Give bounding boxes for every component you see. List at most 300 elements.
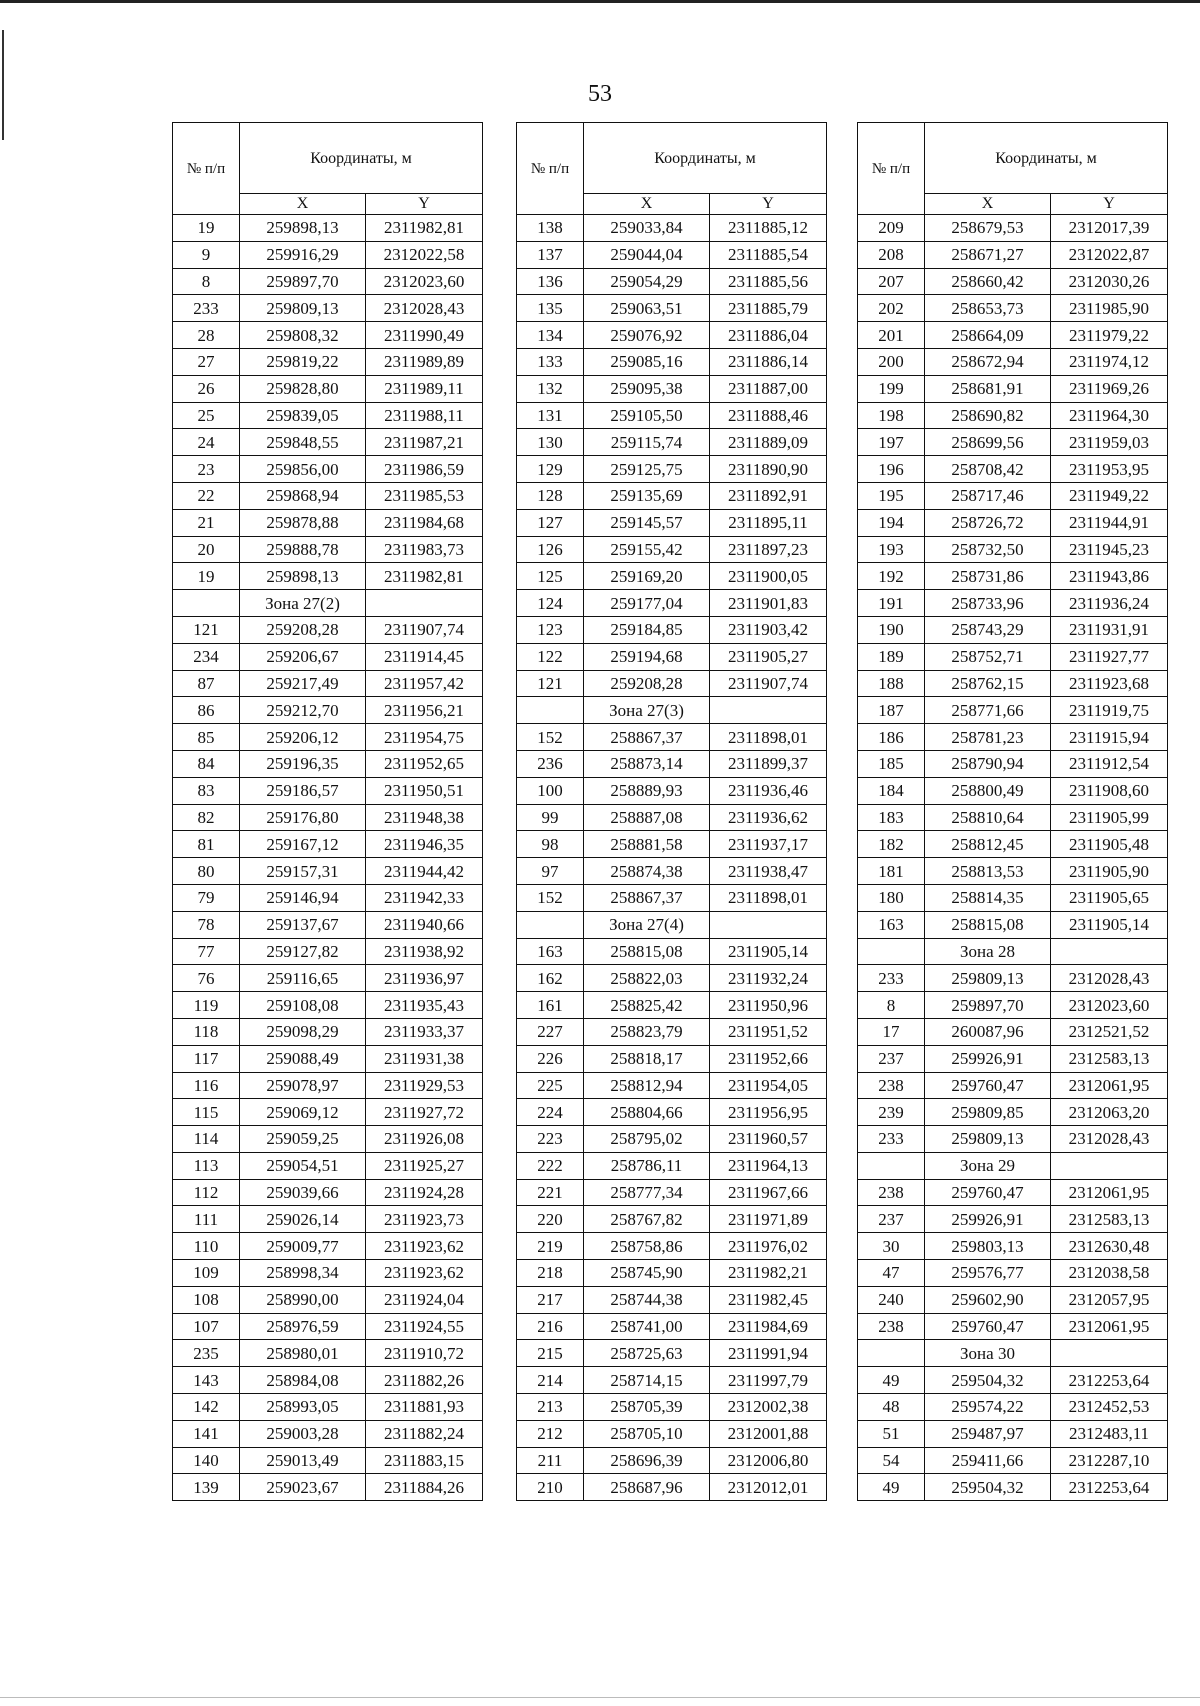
y-coordinate-cell: 2312022,58 <box>366 241 483 268</box>
y-coordinate-cell: 2312028,43 <box>366 295 483 322</box>
table-row <box>173 911 483 938</box>
y-coordinate-cell: 2311924,04 <box>366 1286 483 1313</box>
zone-label: Зона 28 <box>925 938 1051 965</box>
y-coordinate-cell: 2311988,11 <box>366 402 483 429</box>
point-number-cell: 19 <box>173 215 240 242</box>
zone-label: Зона 30 <box>925 1340 1051 1367</box>
point-number-cell: 142 <box>173 1394 240 1421</box>
table-row <box>858 670 1168 697</box>
x-coordinate-cell: 259848,55 <box>240 429 366 456</box>
point-number-cell: 193 <box>858 536 925 563</box>
x-coordinate-cell: 259135,69 <box>584 482 710 509</box>
point-number-cell: 112 <box>173 1179 240 1206</box>
table-row <box>517 1286 827 1313</box>
x-coordinate-cell: 258731,86 <box>925 563 1051 590</box>
x-coordinate-cell: 258867,37 <box>584 884 710 911</box>
point-number-cell: 198 <box>858 402 925 429</box>
point-number-cell: 214 <box>517 1367 584 1394</box>
point-number-cell: 201 <box>858 322 925 349</box>
x-coordinate-cell: 259186,57 <box>240 777 366 804</box>
x-coordinate-cell: 258660,42 <box>925 268 1051 295</box>
y-coordinate-cell: 2312023,60 <box>366 268 483 295</box>
x-coordinate-cell: 259146,94 <box>240 884 366 911</box>
point-number-cell: 192 <box>858 563 925 590</box>
y-coordinate-cell: 2312061,95 <box>1051 1179 1168 1206</box>
coordinates-table-3 <box>857 122 1168 1501</box>
table-row <box>173 831 483 858</box>
y-coordinate-cell: 2311976,02 <box>710 1233 827 1260</box>
zone-row <box>858 1340 1168 1367</box>
x-coordinate-cell: 258873,14 <box>584 750 710 777</box>
point-number-cell: 134 <box>517 322 584 349</box>
table-row <box>173 1367 483 1394</box>
point-number-cell: 85 <box>173 724 240 751</box>
top-border-line <box>0 0 1200 3</box>
x-coordinate-cell: 258653,73 <box>925 295 1051 322</box>
table-row <box>517 1233 827 1260</box>
table-row <box>173 750 483 777</box>
y-coordinate-cell: 2311986,59 <box>366 456 483 483</box>
point-number-cell: 79 <box>173 884 240 911</box>
x-coordinate-cell: 258993,05 <box>240 1394 366 1421</box>
y-coordinate-cell: 2311899,37 <box>710 750 827 777</box>
y-coordinate-cell: 2312452,53 <box>1051 1394 1168 1421</box>
x-coordinate-cell: 258998,34 <box>240 1260 366 1287</box>
table-row <box>858 322 1168 349</box>
header-y: Y <box>710 194 827 215</box>
point-number-cell: 84 <box>173 750 240 777</box>
zone-empty-cell <box>173 590 240 617</box>
zone-empty-cell <box>858 1340 925 1367</box>
table-row <box>517 1126 827 1153</box>
y-coordinate-cell: 2312006,80 <box>710 1447 827 1474</box>
point-number-cell: 209 <box>858 215 925 242</box>
x-coordinate-cell: 258790,94 <box>925 750 1051 777</box>
x-coordinate-cell: 258822,03 <box>584 965 710 992</box>
x-coordinate-cell: 259098,29 <box>240 1018 366 1045</box>
table-row <box>858 750 1168 777</box>
table-row <box>858 1367 1168 1394</box>
y-coordinate-cell: 2311936,62 <box>710 804 827 831</box>
table-row <box>517 536 827 563</box>
y-coordinate-cell: 2312023,60 <box>1051 992 1168 1019</box>
table-row <box>858 777 1168 804</box>
x-coordinate-cell: 259487,97 <box>925 1420 1051 1447</box>
x-coordinate-cell: 258717,46 <box>925 482 1051 509</box>
y-coordinate-cell: 2311985,53 <box>366 482 483 509</box>
x-coordinate-cell: 258687,96 <box>584 1474 710 1501</box>
x-coordinate-cell: 259897,70 <box>925 992 1051 1019</box>
table-row <box>173 1394 483 1421</box>
table-row <box>858 831 1168 858</box>
table-row <box>173 992 483 1019</box>
y-coordinate-cell: 2311954,05 <box>710 1072 827 1099</box>
x-coordinate-cell: 258815,08 <box>584 938 710 965</box>
table-row <box>517 402 827 429</box>
table-row <box>173 643 483 670</box>
table-row <box>858 1420 1168 1447</box>
coordinates-table-2 <box>516 122 827 1501</box>
y-coordinate-cell: 2311898,01 <box>710 884 827 911</box>
table-row <box>517 268 827 295</box>
point-number-cell: 87 <box>173 670 240 697</box>
x-coordinate-cell: 258671,27 <box>925 241 1051 268</box>
x-coordinate-cell: 258976,59 <box>240 1313 366 1340</box>
point-number-cell: 48 <box>858 1394 925 1421</box>
x-coordinate-cell: 259115,74 <box>584 429 710 456</box>
table-row <box>858 643 1168 670</box>
y-coordinate-cell: 2312630,48 <box>1051 1233 1168 1260</box>
table-row <box>858 884 1168 911</box>
table-row <box>173 402 483 429</box>
table-row <box>517 322 827 349</box>
x-coordinate-cell: 259059,25 <box>240 1126 366 1153</box>
x-coordinate-cell: 259095,38 <box>584 375 710 402</box>
y-coordinate-cell: 2311923,62 <box>366 1260 483 1287</box>
x-coordinate-cell: 258745,90 <box>584 1260 710 1287</box>
x-coordinate-cell: 258664,09 <box>925 322 1051 349</box>
point-number-cell: 49 <box>858 1474 925 1501</box>
y-coordinate-cell: 2311971,89 <box>710 1206 827 1233</box>
y-coordinate-cell: 2311886,14 <box>710 348 827 375</box>
x-coordinate-cell: 259916,29 <box>240 241 366 268</box>
point-number-cell: 227 <box>517 1018 584 1045</box>
table-row <box>858 1099 1168 1126</box>
zone-empty-cell <box>858 1152 925 1179</box>
table-row <box>858 1474 1168 1501</box>
point-number-cell: 225 <box>517 1072 584 1099</box>
point-number-cell: 118 <box>173 1018 240 1045</box>
table-row <box>173 1286 483 1313</box>
point-number-cell: 119 <box>173 992 240 1019</box>
table-row <box>517 992 827 1019</box>
zone-empty-cell <box>710 697 827 724</box>
y-coordinate-cell: 2311956,21 <box>366 697 483 724</box>
point-number-cell: 128 <box>517 482 584 509</box>
point-number-cell: 47 <box>858 1260 925 1287</box>
point-number-cell: 195 <box>858 482 925 509</box>
point-number-cell: 21 <box>173 509 240 536</box>
y-coordinate-cell: 2311901,83 <box>710 590 827 617</box>
point-number-cell: 200 <box>858 348 925 375</box>
y-coordinate-cell: 2311885,56 <box>710 268 827 295</box>
y-coordinate-cell: 2311948,38 <box>366 804 483 831</box>
y-coordinate-cell: 2311914,45 <box>366 643 483 670</box>
point-number-cell: 222 <box>517 1152 584 1179</box>
y-coordinate-cell: 2311933,37 <box>366 1018 483 1045</box>
x-coordinate-cell: 259760,47 <box>925 1072 1051 1099</box>
point-number-cell: 116 <box>173 1072 240 1099</box>
point-number-cell: 186 <box>858 724 925 751</box>
table-row <box>858 241 1168 268</box>
page-number: 53 <box>588 81 612 107</box>
point-number-cell: 23 <box>173 456 240 483</box>
table-row <box>173 1420 483 1447</box>
header-coordinates: Координаты, м <box>584 123 827 194</box>
table-row <box>517 965 827 992</box>
coordinates-table-1 <box>172 122 483 1501</box>
y-coordinate-cell: 2311888,46 <box>710 402 827 429</box>
table-row <box>173 1152 483 1179</box>
x-coordinate-cell: 259809,13 <box>925 1126 1051 1153</box>
x-coordinate-cell: 259856,00 <box>240 456 366 483</box>
x-coordinate-cell: 259105,50 <box>584 402 710 429</box>
point-number-cell: 131 <box>517 402 584 429</box>
point-number-cell: 152 <box>517 724 584 751</box>
point-number-cell: 163 <box>858 911 925 938</box>
x-coordinate-cell: 258867,37 <box>584 724 710 751</box>
y-coordinate-cell: 2311983,73 <box>366 536 483 563</box>
point-number-cell: 194 <box>858 509 925 536</box>
zone-empty-cell <box>1051 1340 1168 1367</box>
table-row <box>517 1420 827 1447</box>
header-coordinates: Координаты, м <box>925 123 1168 194</box>
point-number-cell: 181 <box>858 858 925 885</box>
zone-row <box>858 1152 1168 1179</box>
y-coordinate-cell: 2311985,90 <box>1051 295 1168 322</box>
table-row <box>517 1394 827 1421</box>
point-number-cell: 49 <box>858 1367 925 1394</box>
point-number-cell: 110 <box>173 1233 240 1260</box>
y-coordinate-cell: 2312061,95 <box>1051 1313 1168 1340</box>
header-y: Y <box>366 194 483 215</box>
point-number-cell: 130 <box>517 429 584 456</box>
point-number-cell: 108 <box>173 1286 240 1313</box>
table-row <box>858 402 1168 429</box>
table-row <box>517 215 827 242</box>
point-number-cell: 218 <box>517 1260 584 1287</box>
y-coordinate-cell: 2312483,11 <box>1051 1420 1168 1447</box>
x-coordinate-cell: 258758,86 <box>584 1233 710 1260</box>
x-coordinate-cell: 258810,64 <box>925 804 1051 831</box>
header-number: № п/п <box>173 123 240 215</box>
table-row <box>173 1072 483 1099</box>
table-body <box>173 215 483 1501</box>
table-row <box>173 616 483 643</box>
table-row <box>858 1233 1168 1260</box>
x-coordinate-cell: 259208,28 <box>584 670 710 697</box>
table-row <box>858 215 1168 242</box>
zone-label: Зона 27(3) <box>584 697 710 724</box>
table-row <box>858 1179 1168 1206</box>
point-number-cell: 22 <box>173 482 240 509</box>
y-coordinate-cell: 2311982,81 <box>366 215 483 242</box>
x-coordinate-cell: 258699,56 <box>925 429 1051 456</box>
y-coordinate-cell: 2311898,01 <box>710 724 827 751</box>
y-coordinate-cell: 2311952,65 <box>366 750 483 777</box>
y-coordinate-cell: 2312028,43 <box>1051 965 1168 992</box>
x-coordinate-cell: 259085,16 <box>584 348 710 375</box>
x-coordinate-cell: 259054,29 <box>584 268 710 295</box>
table-row <box>517 616 827 643</box>
table-row <box>517 938 827 965</box>
x-coordinate-cell: 258705,39 <box>584 1394 710 1421</box>
point-number-cell: 152 <box>517 884 584 911</box>
y-coordinate-cell: 2311989,89 <box>366 348 483 375</box>
point-number-cell: 233 <box>858 1126 925 1153</box>
y-coordinate-cell: 2311907,74 <box>710 670 827 697</box>
x-coordinate-cell: 259212,70 <box>240 697 366 724</box>
point-number-cell: 240 <box>858 1286 925 1313</box>
y-coordinate-cell: 2312022,87 <box>1051 241 1168 268</box>
y-coordinate-cell: 2311949,22 <box>1051 482 1168 509</box>
table-row <box>858 1313 1168 1340</box>
x-coordinate-cell: 258679,53 <box>925 215 1051 242</box>
x-coordinate-cell: 258741,00 <box>584 1313 710 1340</box>
table-row <box>517 375 827 402</box>
y-coordinate-cell: 2311982,45 <box>710 1286 827 1313</box>
zone-empty-cell <box>517 911 584 938</box>
table-row <box>173 965 483 992</box>
y-coordinate-cell: 2311885,54 <box>710 241 827 268</box>
x-coordinate-cell: 259411,66 <box>925 1447 1051 1474</box>
table-row <box>173 215 483 242</box>
y-coordinate-cell: 2311923,73 <box>366 1206 483 1233</box>
y-coordinate-cell: 2312057,95 <box>1051 1286 1168 1313</box>
x-coordinate-cell: 258752,71 <box>925 643 1051 670</box>
table-row <box>173 1260 483 1287</box>
point-number-cell: 233 <box>173 295 240 322</box>
y-coordinate-cell: 2311887,00 <box>710 375 827 402</box>
y-coordinate-cell: 2311931,38 <box>366 1045 483 1072</box>
y-coordinate-cell: 2311984,69 <box>710 1313 827 1340</box>
point-number-cell: 81 <box>173 831 240 858</box>
point-number-cell: 180 <box>858 884 925 911</box>
zone-empty-cell <box>517 697 584 724</box>
x-coordinate-cell: 259760,47 <box>925 1313 1051 1340</box>
table-row <box>173 509 483 536</box>
x-coordinate-cell: 259897,70 <box>240 268 366 295</box>
x-coordinate-cell: 259809,13 <box>925 965 1051 992</box>
table-row <box>858 1286 1168 1313</box>
x-coordinate-cell: 259003,28 <box>240 1420 366 1447</box>
point-number-cell: 115 <box>173 1099 240 1126</box>
table-row <box>517 1099 827 1126</box>
table-row <box>173 697 483 724</box>
x-coordinate-cell: 258672,94 <box>925 348 1051 375</box>
y-coordinate-cell: 2311943,86 <box>1051 563 1168 590</box>
y-coordinate-cell: 2311952,66 <box>710 1045 827 1072</box>
x-coordinate-cell: 259167,12 <box>240 831 366 858</box>
x-coordinate-cell: 259125,75 <box>584 456 710 483</box>
y-coordinate-cell: 2311990,49 <box>366 322 483 349</box>
y-coordinate-cell: 2311960,57 <box>710 1126 827 1153</box>
y-coordinate-cell: 2311915,94 <box>1051 724 1168 751</box>
table-row <box>173 1126 483 1153</box>
x-coordinate-cell: 258813,53 <box>925 858 1051 885</box>
point-number-cell: 236 <box>517 750 584 777</box>
x-coordinate-cell: 258881,58 <box>584 831 710 858</box>
x-coordinate-cell: 259809,13 <box>240 295 366 322</box>
table-row <box>517 750 827 777</box>
x-coordinate-cell: 258705,10 <box>584 1420 710 1447</box>
x-coordinate-cell: 259868,94 <box>240 482 366 509</box>
point-number-cell: 139 <box>173 1474 240 1501</box>
table-row <box>173 482 483 509</box>
y-coordinate-cell: 2311957,42 <box>366 670 483 697</box>
y-coordinate-cell: 2311923,62 <box>366 1233 483 1260</box>
table-row <box>517 724 827 751</box>
table-row <box>858 1126 1168 1153</box>
x-coordinate-cell: 259206,12 <box>240 724 366 751</box>
y-coordinate-cell: 2312038,58 <box>1051 1260 1168 1287</box>
y-coordinate-cell: 2311936,97 <box>366 965 483 992</box>
point-number-cell: 135 <box>517 295 584 322</box>
table-row <box>517 456 827 483</box>
x-coordinate-cell: 259177,04 <box>584 590 710 617</box>
table-row <box>858 563 1168 590</box>
point-number-cell: 221 <box>517 1179 584 1206</box>
point-number-cell: 224 <box>517 1099 584 1126</box>
y-coordinate-cell: 2311954,75 <box>366 724 483 751</box>
table-row <box>858 456 1168 483</box>
y-coordinate-cell: 2311945,23 <box>1051 536 1168 563</box>
table-row <box>858 536 1168 563</box>
x-coordinate-cell: 258732,50 <box>925 536 1051 563</box>
y-coordinate-cell: 2311987,21 <box>366 429 483 456</box>
y-coordinate-cell: 2311969,26 <box>1051 375 1168 402</box>
table-row <box>173 429 483 456</box>
y-coordinate-cell: 2311932,24 <box>710 965 827 992</box>
point-number-cell: 191 <box>858 590 925 617</box>
y-coordinate-cell: 2312287,10 <box>1051 1447 1168 1474</box>
table-row <box>173 670 483 697</box>
x-coordinate-cell: 259888,78 <box>240 536 366 563</box>
x-coordinate-cell: 259926,91 <box>925 1206 1051 1233</box>
x-coordinate-cell: 259803,13 <box>925 1233 1051 1260</box>
zone-empty-cell <box>1051 938 1168 965</box>
table-row <box>517 482 827 509</box>
point-number-cell: 143 <box>173 1367 240 1394</box>
point-number-cell: 163 <box>517 938 584 965</box>
point-number-cell: 233 <box>858 965 925 992</box>
table-row <box>517 348 827 375</box>
table-row <box>858 804 1168 831</box>
x-coordinate-cell: 259076,92 <box>584 322 710 349</box>
x-coordinate-cell: 258696,39 <box>584 1447 710 1474</box>
table-row <box>517 1152 827 1179</box>
y-coordinate-cell: 2311900,05 <box>710 563 827 590</box>
table-row <box>173 1099 483 1126</box>
y-coordinate-cell: 2311938,47 <box>710 858 827 885</box>
x-coordinate-cell: 259176,80 <box>240 804 366 831</box>
x-coordinate-cell: 258795,02 <box>584 1126 710 1153</box>
table-row <box>517 804 827 831</box>
y-coordinate-cell: 2311905,90 <box>1051 858 1168 885</box>
y-coordinate-cell: 2311890,90 <box>710 456 827 483</box>
table-row <box>858 509 1168 536</box>
point-number-cell: 133 <box>517 348 584 375</box>
table-row <box>173 858 483 885</box>
point-number-cell: 80 <box>173 858 240 885</box>
table-row <box>173 348 483 375</box>
table-row <box>858 1260 1168 1287</box>
y-coordinate-cell: 2311924,28 <box>366 1179 483 1206</box>
y-coordinate-cell: 2311982,21 <box>710 1260 827 1287</box>
point-number-cell: 189 <box>858 643 925 670</box>
y-coordinate-cell: 2311931,91 <box>1051 616 1168 643</box>
x-coordinate-cell: 259828,80 <box>240 375 366 402</box>
point-number-cell: 211 <box>517 1447 584 1474</box>
header-x: X <box>240 194 366 215</box>
point-number-cell: 121 <box>173 616 240 643</box>
x-coordinate-cell: 258814,35 <box>925 884 1051 911</box>
y-coordinate-cell: 2311929,53 <box>366 1072 483 1099</box>
table-row <box>173 241 483 268</box>
y-coordinate-cell: 2311885,79 <box>710 295 827 322</box>
x-coordinate-cell: 259013,49 <box>240 1447 366 1474</box>
zone-row <box>173 590 483 617</box>
